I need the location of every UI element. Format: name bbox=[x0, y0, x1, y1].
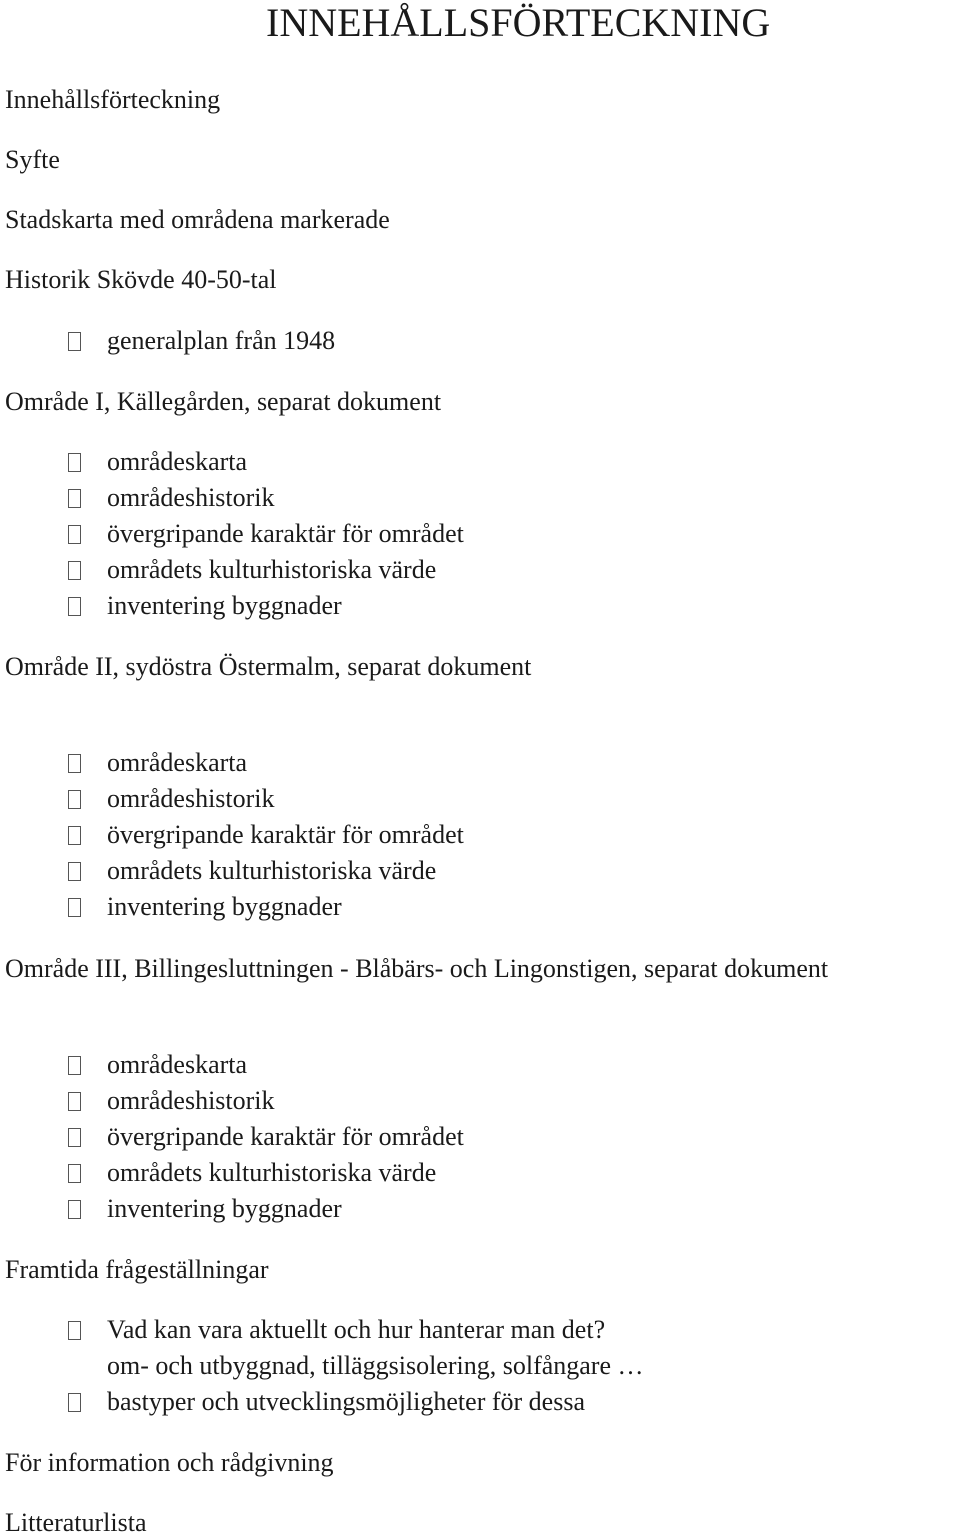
checkbox-glyph-icon bbox=[68, 754, 81, 773]
checkbox-glyph-icon bbox=[68, 453, 81, 472]
toc-heading: Innehållsförteckning bbox=[5, 85, 221, 114]
checkbox-glyph-icon bbox=[68, 1128, 81, 1147]
toc-entry-framtida: Framtida frågeställningar bbox=[5, 1255, 269, 1284]
checkbox-glyph-icon bbox=[68, 1200, 81, 1219]
area2-item bbox=[68, 748, 247, 778]
item-label: områdets kulturhistoriska värde bbox=[107, 555, 437, 584]
area3-item bbox=[68, 1050, 247, 1080]
item-label: övergripande karaktär för området bbox=[107, 1122, 464, 1151]
checkbox-glyph-icon bbox=[68, 332, 81, 351]
checkbox-glyph-icon bbox=[68, 489, 81, 508]
page-title: INNEHÅLLSFÖRTECKNING bbox=[266, 0, 771, 45]
item-label: områdeskarta bbox=[107, 447, 248, 476]
item-label: inventering byggnader bbox=[107, 892, 342, 921]
area2-item bbox=[68, 856, 436, 886]
area2-item bbox=[68, 784, 275, 814]
area1-item bbox=[68, 591, 342, 621]
item-label: generalplan från 1948 bbox=[107, 326, 336, 355]
checkbox-glyph-icon bbox=[68, 862, 81, 881]
toc-entry-area-3: Område III, Billingesluttningen - Blåbärs- och Lingonstigen, separat dokument bbox=[5, 954, 829, 983]
item-label: områdeshistorik bbox=[107, 784, 275, 813]
item-label: inventering byggnader bbox=[107, 1194, 342, 1223]
area1-item bbox=[68, 483, 275, 513]
historik-item bbox=[68, 326, 335, 356]
checkbox-glyph-icon bbox=[68, 790, 81, 809]
item-label: områdeskarta bbox=[107, 748, 248, 777]
toc-entry-information: För information och rådgivning bbox=[5, 1448, 334, 1477]
item-label: områdeshistorik bbox=[107, 483, 275, 512]
checkbox-glyph-icon bbox=[68, 561, 81, 580]
toc-entry-syfte: Syfte bbox=[5, 145, 60, 174]
item-label: bastyper och utvecklingsmöjligheter för dessa bbox=[107, 1387, 585, 1416]
checkbox-glyph-icon bbox=[68, 826, 81, 845]
item-label: om- och utbyggnad, tilläggsisolering, solfångare … bbox=[107, 1351, 644, 1380]
checkbox-glyph-icon bbox=[68, 597, 81, 616]
framtida-item bbox=[68, 1315, 605, 1345]
area2-item bbox=[68, 892, 342, 922]
item-label: inventering byggnader bbox=[107, 591, 342, 620]
toc-entry-area-1: Område I, Källegården, separat dokument bbox=[5, 387, 442, 416]
area1-item bbox=[68, 519, 464, 549]
framtida-item bbox=[68, 1351, 644, 1381]
checkbox-glyph-icon bbox=[68, 898, 81, 917]
item-label: områdeskarta bbox=[107, 1050, 248, 1079]
area1-item bbox=[68, 447, 247, 477]
area3-item bbox=[68, 1158, 436, 1188]
item-label: Vad kan vara aktuellt och hur hanterar man det? bbox=[107, 1315, 606, 1344]
toc-entry-area-2: Område II, sydöstra Östermalm, separat dokument bbox=[5, 652, 532, 681]
checkbox-glyph-icon bbox=[68, 1321, 81, 1340]
item-label: områdets kulturhistoriska värde bbox=[107, 1158, 437, 1187]
checkbox-glyph-icon bbox=[68, 1164, 81, 1183]
area2-item bbox=[68, 820, 464, 850]
item-label: områdeshistorik bbox=[107, 1086, 275, 1115]
checkbox-glyph-icon bbox=[68, 525, 81, 544]
item-label: områdets kulturhistoriska värde bbox=[107, 856, 437, 885]
checkbox-glyph-icon bbox=[68, 1092, 81, 1111]
area3-item bbox=[68, 1194, 342, 1224]
item-label: övergripande karaktär för området bbox=[107, 820, 464, 849]
checkbox-glyph-icon bbox=[68, 1056, 81, 1075]
toc-entry-historik: Historik Skövde 40-50-tal bbox=[5, 265, 277, 294]
item-label: övergripande karaktär för området bbox=[107, 519, 464, 548]
checkbox-glyph-icon bbox=[68, 1393, 81, 1412]
toc-entry-litteraturlista: Litteraturlista bbox=[5, 1508, 147, 1537]
framtida-item bbox=[68, 1387, 585, 1417]
area3-item bbox=[68, 1086, 275, 1116]
toc-entry-stadskarta: Stadskarta med områdena markerade bbox=[5, 205, 390, 234]
area1-item bbox=[68, 555, 436, 585]
area3-item bbox=[68, 1122, 464, 1152]
